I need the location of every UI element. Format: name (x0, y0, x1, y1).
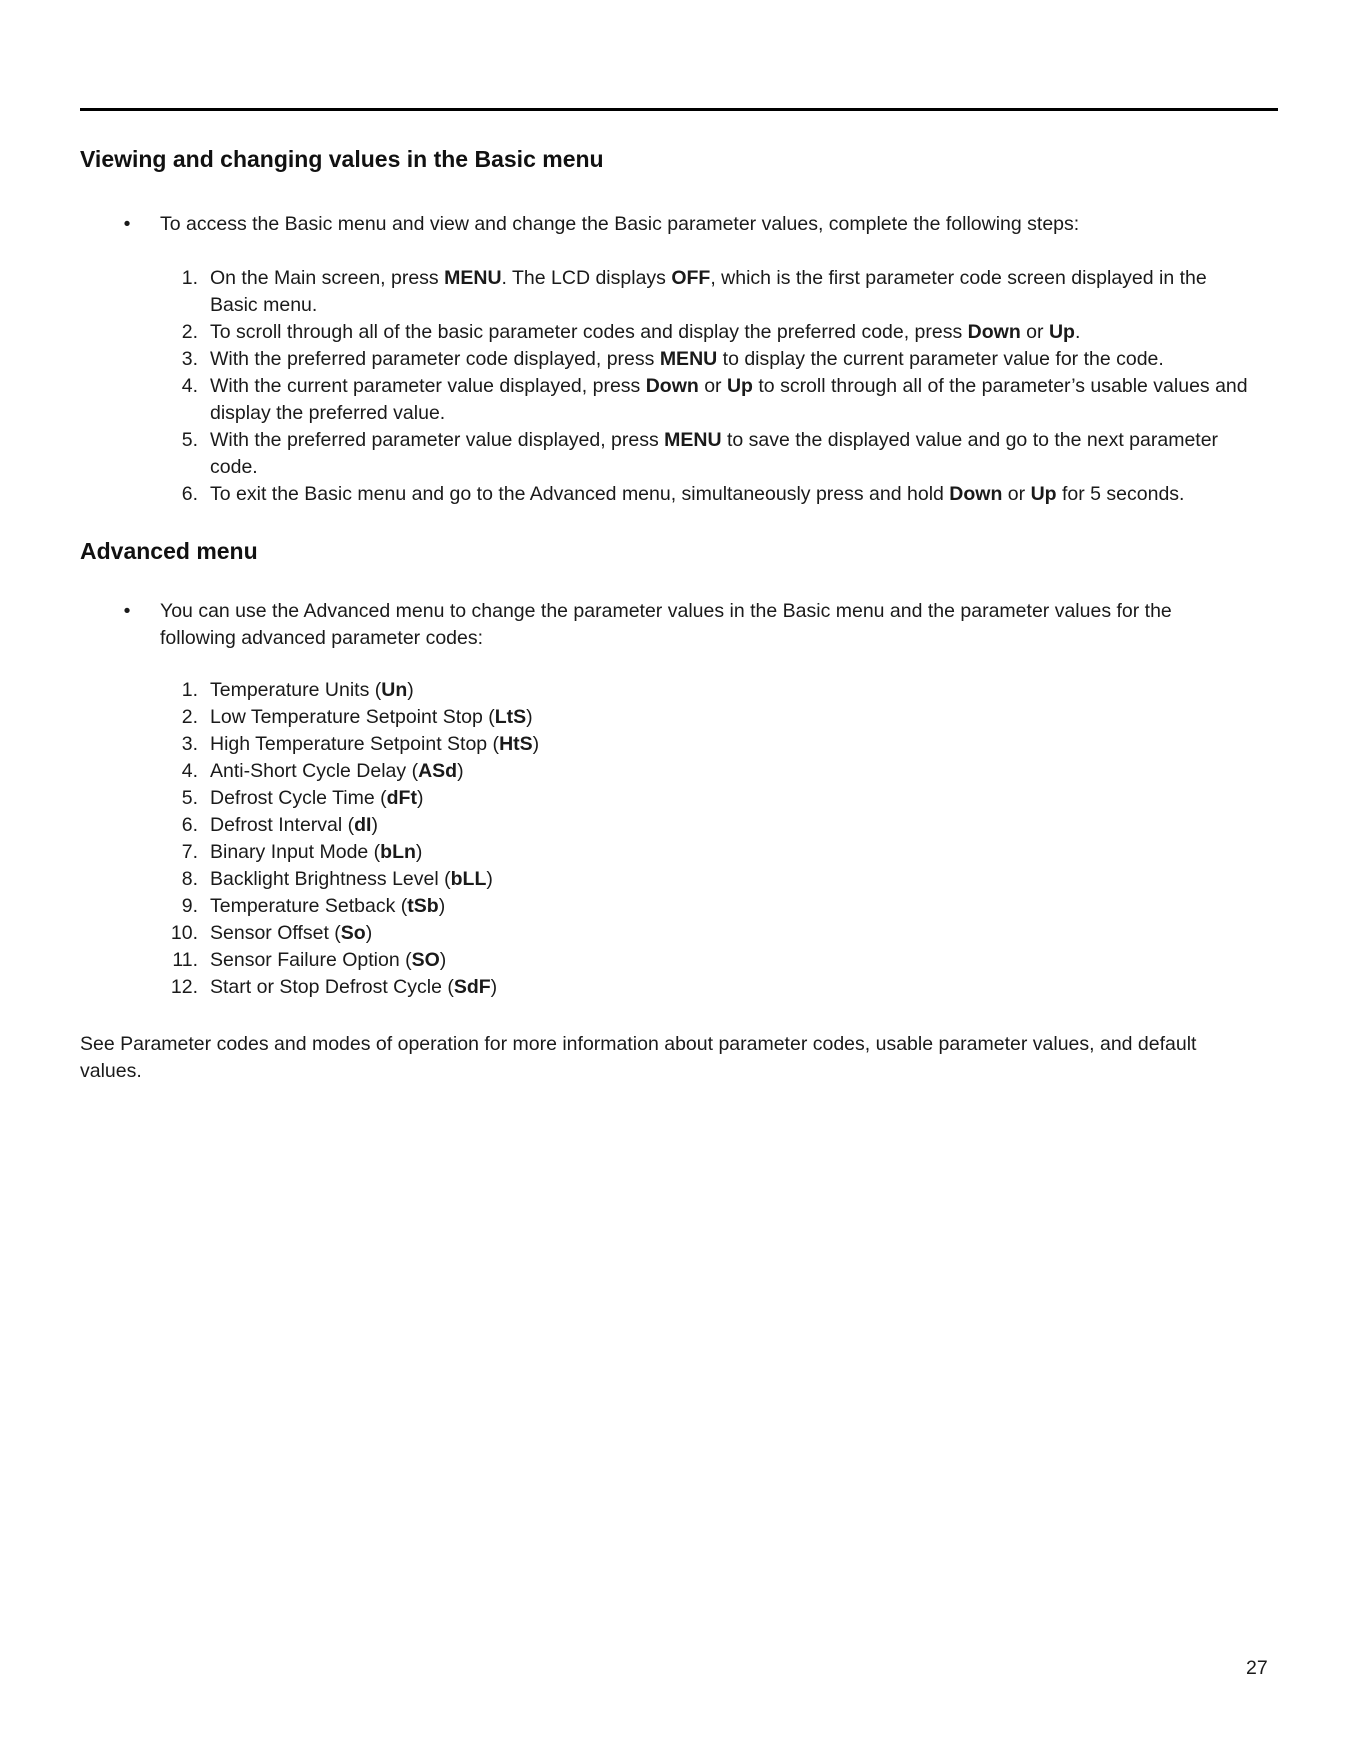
parameter-code: HtS (499, 733, 533, 755)
parameter-name: High Temperature Setpoint Stop ( (210, 733, 500, 755)
step-text: to display the current parameter value for the code. (717, 348, 1164, 370)
parameter-code: tSb (407, 895, 439, 917)
bullet-dot: • (123, 213, 131, 235)
advanced-intro-text: You can use the Advanced menu to change the parameter values in the Basic menu and the parameter values for the following advanced parameter codes: (160, 600, 1172, 649)
step-text: to scroll through all of the parameter’s usable values and display the preferred value. (210, 375, 1248, 424)
parameter-name: Sensor Offset ( (210, 922, 341, 944)
page-number: 27 (1246, 1657, 1268, 1679)
step-text: To exit the Basic menu and go to the Advanced menu, simultaneously press and hold (210, 483, 950, 505)
parameter-code-item (170, 866, 1250, 893)
parameter-code-item (170, 758, 1250, 785)
step-key-term: MENU (659, 348, 718, 370)
code-number: 1. (181, 679, 198, 701)
header-rule (80, 108, 1278, 111)
step-text: to save the displayed value and go to the next parameter code. (210, 429, 1219, 478)
step-item (170, 319, 1250, 346)
code-number: 4. (181, 760, 198, 782)
parameter-close: ) (532, 733, 540, 755)
heading-basic-menu: Viewing and changing values in the Basic menu (80, 146, 604, 172)
parameter-name: Low Temperature Setpoint Stop ( (210, 706, 495, 728)
parameter-close: ) (416, 787, 424, 809)
parameter-code-item (170, 974, 1250, 1001)
parameter-name: Defrost Interval ( (210, 814, 355, 836)
code-number: 6. (181, 814, 198, 836)
parameter-name: Start or Stop Defrost Cycle ( (210, 976, 454, 998)
step-number: 6. (181, 483, 198, 505)
parameter-code-item (170, 704, 1250, 731)
code-number: 5. (181, 787, 198, 809)
step-key-term: MENU (664, 429, 722, 451)
parameter-code: So (340, 922, 366, 944)
parameter-close: ) (438, 895, 446, 917)
parameter-code-item (170, 839, 1250, 866)
basic-steps-list (170, 265, 1250, 508)
code-number: 12. (170, 976, 198, 998)
parameter-close: ) (407, 679, 414, 701)
step-text: With the current parameter value displayed, press (210, 375, 646, 397)
advanced-codes-list (170, 677, 1250, 1001)
code-number: 2. (181, 706, 198, 728)
parameter-close: ) (415, 841, 423, 863)
reference-note: See Parameter codes and modes of operation for more information about parameter codes, usable parameter values, and default values. (80, 1033, 1197, 1082)
parameter-code: Un (381, 679, 408, 701)
code-number: 9. (181, 895, 198, 917)
code-number: 3. (181, 733, 198, 755)
parameter-code: SO (411, 949, 440, 971)
parameter-name: Sensor Failure Option ( (210, 949, 412, 971)
step-key-term: MENU (444, 267, 502, 289)
parameter-code-item (170, 893, 1250, 920)
parameter-close: ) (365, 922, 373, 944)
parameter-code-item (170, 812, 1250, 839)
step-text: On the Main screen, press (210, 267, 445, 289)
parameter-code-item (170, 785, 1250, 812)
parameter-close: ) (457, 760, 464, 782)
parameter-code: dI (354, 814, 372, 836)
step-number: 4. (181, 375, 198, 397)
step-number: 3. (181, 348, 198, 370)
step-number: 2. (181, 321, 198, 343)
parameter-code: bLn (380, 841, 416, 863)
parameter-code: LtS (494, 706, 527, 728)
step-item (170, 427, 1250, 481)
step-key-term: Up (726, 375, 753, 397)
step-key-term: Down (949, 483, 1003, 505)
parameter-close: ) (371, 814, 378, 836)
step-text: . (1074, 321, 1081, 343)
step-number: 1. (181, 267, 198, 289)
parameter-close: ) (490, 976, 498, 998)
parameter-close: ) (439, 949, 447, 971)
parameter-name: Temperature Units ( (210, 679, 382, 701)
heading-advanced-menu: Advanced menu (80, 538, 258, 564)
parameter-code-item (170, 677, 1250, 704)
step-key-term: Up (1030, 483, 1057, 505)
parameter-code: bLL (450, 868, 487, 890)
step-key-term: Down (967, 321, 1021, 343)
parameter-close: ) (526, 706, 533, 728)
parameter-name: Binary Input Mode ( (210, 841, 381, 863)
step-text: or (1020, 321, 1049, 343)
basic-intro-text: To access the Basic menu and view and change the Basic parameter values, complete the following steps: (160, 213, 1080, 235)
step-text: for 5 seconds. (1056, 483, 1185, 505)
parameter-code-item (170, 947, 1250, 974)
parameter-close: ) (486, 868, 493, 890)
step-text: or (698, 375, 727, 397)
step-key-term: Down (645, 375, 699, 397)
step-item (170, 265, 1250, 319)
parameter-name: Anti-Short Cycle Delay ( (210, 760, 419, 782)
step-text: . The LCD displays (501, 267, 672, 289)
step-text: With the preferred parameter value displayed, press (210, 429, 665, 451)
step-number: 5. (181, 429, 198, 451)
step-item (170, 481, 1250, 508)
parameter-name: Defrost Cycle Time ( (210, 787, 387, 809)
parameter-code-item (170, 731, 1250, 758)
step-key-term: Up (1048, 321, 1075, 343)
parameter-name: Backlight Brightness Level ( (210, 868, 451, 890)
parameter-code: dFt (386, 787, 417, 809)
step-text: To scroll through all of the basic parameter codes and display the preferred code, press (210, 321, 968, 343)
code-number: 7. (181, 841, 198, 863)
parameter-code: ASd (418, 760, 458, 782)
step-text: or (1002, 483, 1031, 505)
step-key-term: OFF (671, 267, 711, 289)
code-number: 10. (170, 922, 198, 944)
parameter-name: Temperature Setback ( (210, 895, 408, 917)
code-number: 8. (181, 868, 198, 890)
bullet-dot: • (123, 600, 131, 622)
parameter-code: SdF (453, 976, 491, 998)
code-number: 11. (172, 949, 198, 971)
step-item (170, 373, 1250, 427)
step-text: With the preferred parameter code displayed, press (210, 348, 660, 370)
step-text: , which is the first parameter code screen displayed in the Basic menu. (210, 267, 1207, 316)
parameter-code-item (170, 920, 1250, 947)
step-item (170, 346, 1250, 373)
